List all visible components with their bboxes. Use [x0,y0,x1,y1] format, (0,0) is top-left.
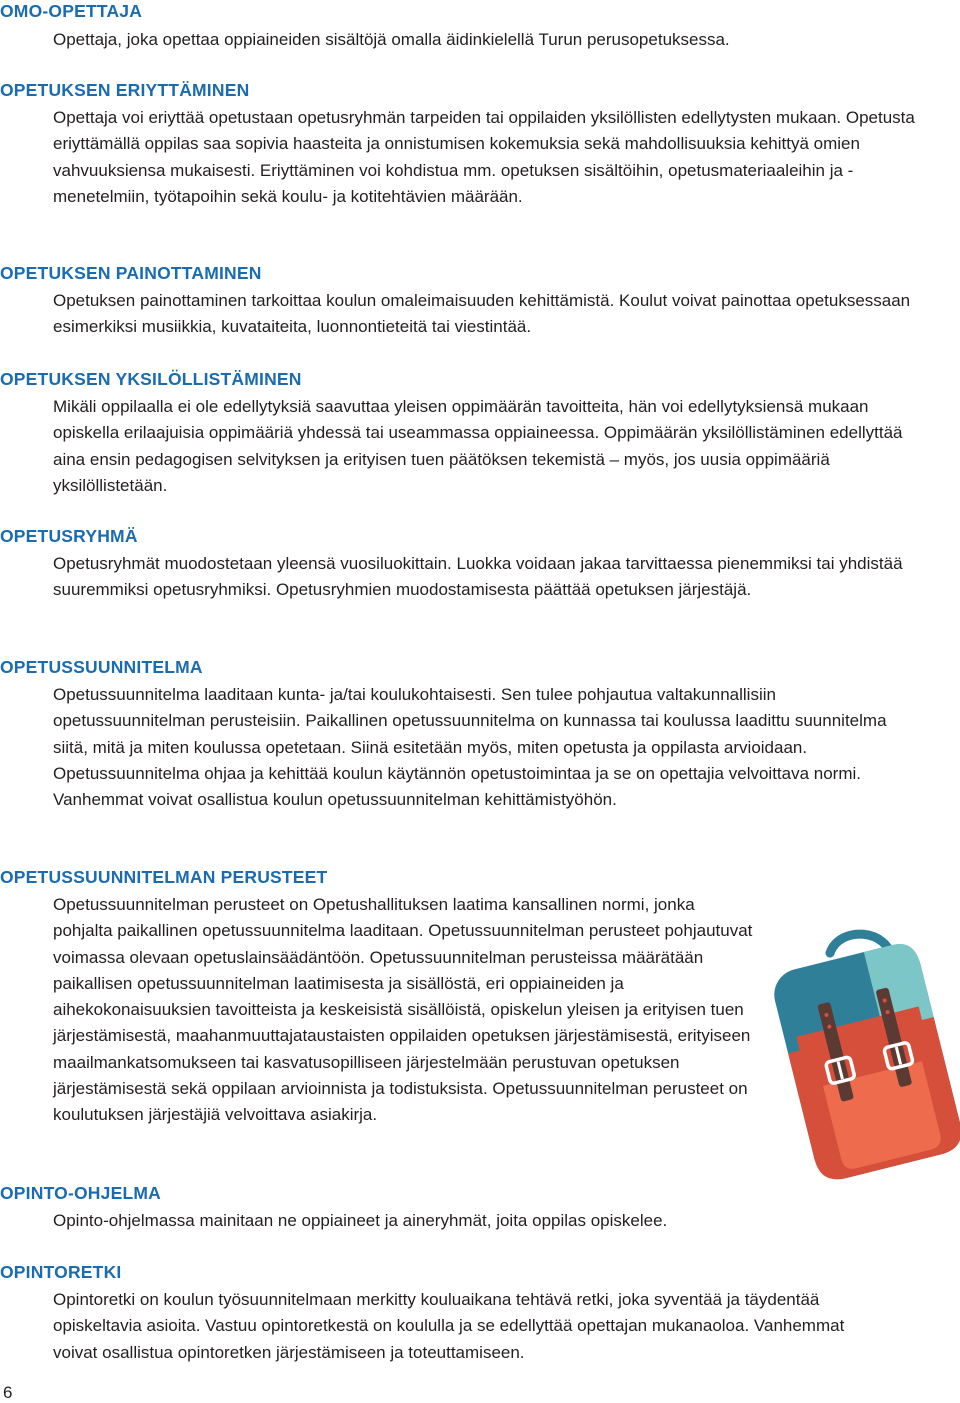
glossary-entry-opintoretki [0,1261,853,1366]
backpack-icon [770,925,960,1185]
entry-term: OPINTO-OHJELMA [0,1183,161,1203]
entry-definition: Opetuksen painottaminen tarkoittaa koulun omaleimaisuuden kehittämistä. Koulut voivat painottaa opetuksessaan esimerkiksi musiikkia, kuvataiteita, luonnontieteitä tai viestintää. [53,291,911,337]
entry-definition: Opetussuunnitelman perusteet on Opetushallituksen laatima kansallinen normi, jonka pohjalta paikallinen opetussuunnitelma laaditaan. Opetussuunnitelman perusteet pohjautuvat voimassa olevaan opetuslainsäädäntöön. Opetussuunnitelman perusteissa määrätään paikallisen opetussuunnitelman laatimisesta ja sisällöstä, eri oppiaineiden ja aihekokonaisuuksien tavoitteista ja keskeisistä sisällöistä, opiskelun yleisen ja erityisen tuen järjestämisestä, maahanmuuttajataustaisten oppilaiden opetuksen järjestämisestä, erityiseen maailmankatsomukseen tai kasvatusopilliseen järjestelmään perustuvan opetuksen järjestämisestä sekä oppilaan arvioinnista ja todistuksista. Opetussuunnitelman perusteet on koulutuksen järjestäjiä velvoittava asiakirja. [53,895,753,1125]
entry-term: OPETUSRYHMÄ [0,526,138,546]
glossary-entry-opinto-ohjelma [0,1182,933,1234]
entry-definition: Opettaja, joka opettaa oppiaineiden sisältöjä omalla äidinkielellä Turun perusopetuksessa. [53,30,730,49]
entry-definition: Mikäli oppilaalla ei ole edellytyksiä saavuttaa yleisen oppimäärän tavoitteita, hän voi edellytyksiensä mukaan opiskella erilaajuisia oppimääriä yhdessä tai useammassa oppiaineessa. Oppimäärän yksilöllistäminen edellyttää aina ensin pedagogisen selvityksen ja erityisen tuen päätöksen tekemistä – myös, jos uusia oppimääriä yksilöllistetään. [53,397,903,495]
page-number: 6 [3,1383,13,1402]
glossary-entry-opetussuunnitelma [0,656,903,813]
entry-definition: Opintoretki on koulun työsuunnitelmaan merkitty kouluaikana tehtävä retki, joka syventää ja täydentää opiskeltavia asioita. Vastuu opintoretkestä on koululla ja se edellyttää opettajan mukanaoloa. Vanhemmat voivat osallistua opintoretken järjestämiseen ja toteuttamiseen. [53,1290,845,1362]
entry-term: OPETUSSUUNNITELMA [0,657,203,677]
glossary-entry-opetusryhma [0,525,933,604]
glossary-entry-omo-opettaja [0,0,933,53]
entry-term: OMO-OPETTAJA [0,1,143,21]
backpack-illustration [770,925,960,1185]
entry-term: OPETUKSEN ERIYTTÄMINEN [0,80,250,100]
entry-definition: Opinto-ohjelmassa mainitaan ne oppiaineet ja aineryhmät, joita oppilas opiskelee. [53,1211,668,1230]
entry-term: OPETUKSEN PAINOTTAMINEN [0,263,262,283]
entry-term: OPETUSSUUNNITELMAN PERUSTEET [0,867,328,887]
glossary-entry-opetussuunnitelman-perusteet [0,866,753,1129]
entry-term: OPINTORETKI [0,1262,122,1282]
glossary-entry-opetuksen-eriyttaminen [0,79,933,210]
entry-definition: Opettaja voi eriyttää opetustaan opetusryhmän tarpeiden tai oppilaiden yksilöllisten edellytysten mukaan. Opetusta eriyttämällä oppilas saa sopivia haasteita ja onnistumisen kokemuksia sekä mahdollisuuksia kehittyä omien vahvuuksiensa mukaisesti. Eriyttäminen voi kohdistua mm. opetuksen sisältöihin, opetusmateriaaleihin ja -menetelmiin, työtapoihin sekä koulu- ja kotitehtävien määrään. [53,108,915,206]
entry-definition: Opetusryhmät muodostetaan yleensä vuosiluokittain. Luokka voidaan jakaa tarvittaessa pienemmiksi tai yhdistää suuremmiksi opetusryhmiksi. Opetusryhmien muodostamisesta päättää opetuksen järjestäjä. [53,554,903,600]
glossary-entry-opetuksen-yksilollistaminen [0,368,933,499]
entry-definition: Opetussuunnitelma laaditaan kunta- ja/tai koulukohtaisesti. Sen tulee pohjautua valtakunnallisiin opetussuunnitelman perusteisiin. Paikallinen opetussuunnitelma on kunnassa tai koulussa laadittu suunnitelma siitä, mitä ja miten koulussa opetetaan. Siinä esitetään myös, miten opetusta ja oppilasta arvioidaan. Opetussuunnitelma ohjaa ja kehittää koulun käytännön opetustoimintaa ja se on opettajia velvoittava normi. Vanhemmat voivat osallistua koulun opetussuunnitelman kehittämistyöhön. [53,685,887,810]
glossary-entry-opetuksen-painottaminen [0,262,933,341]
entry-term: OPETUKSEN YKSILÖLLISTÄMINEN [0,369,302,389]
